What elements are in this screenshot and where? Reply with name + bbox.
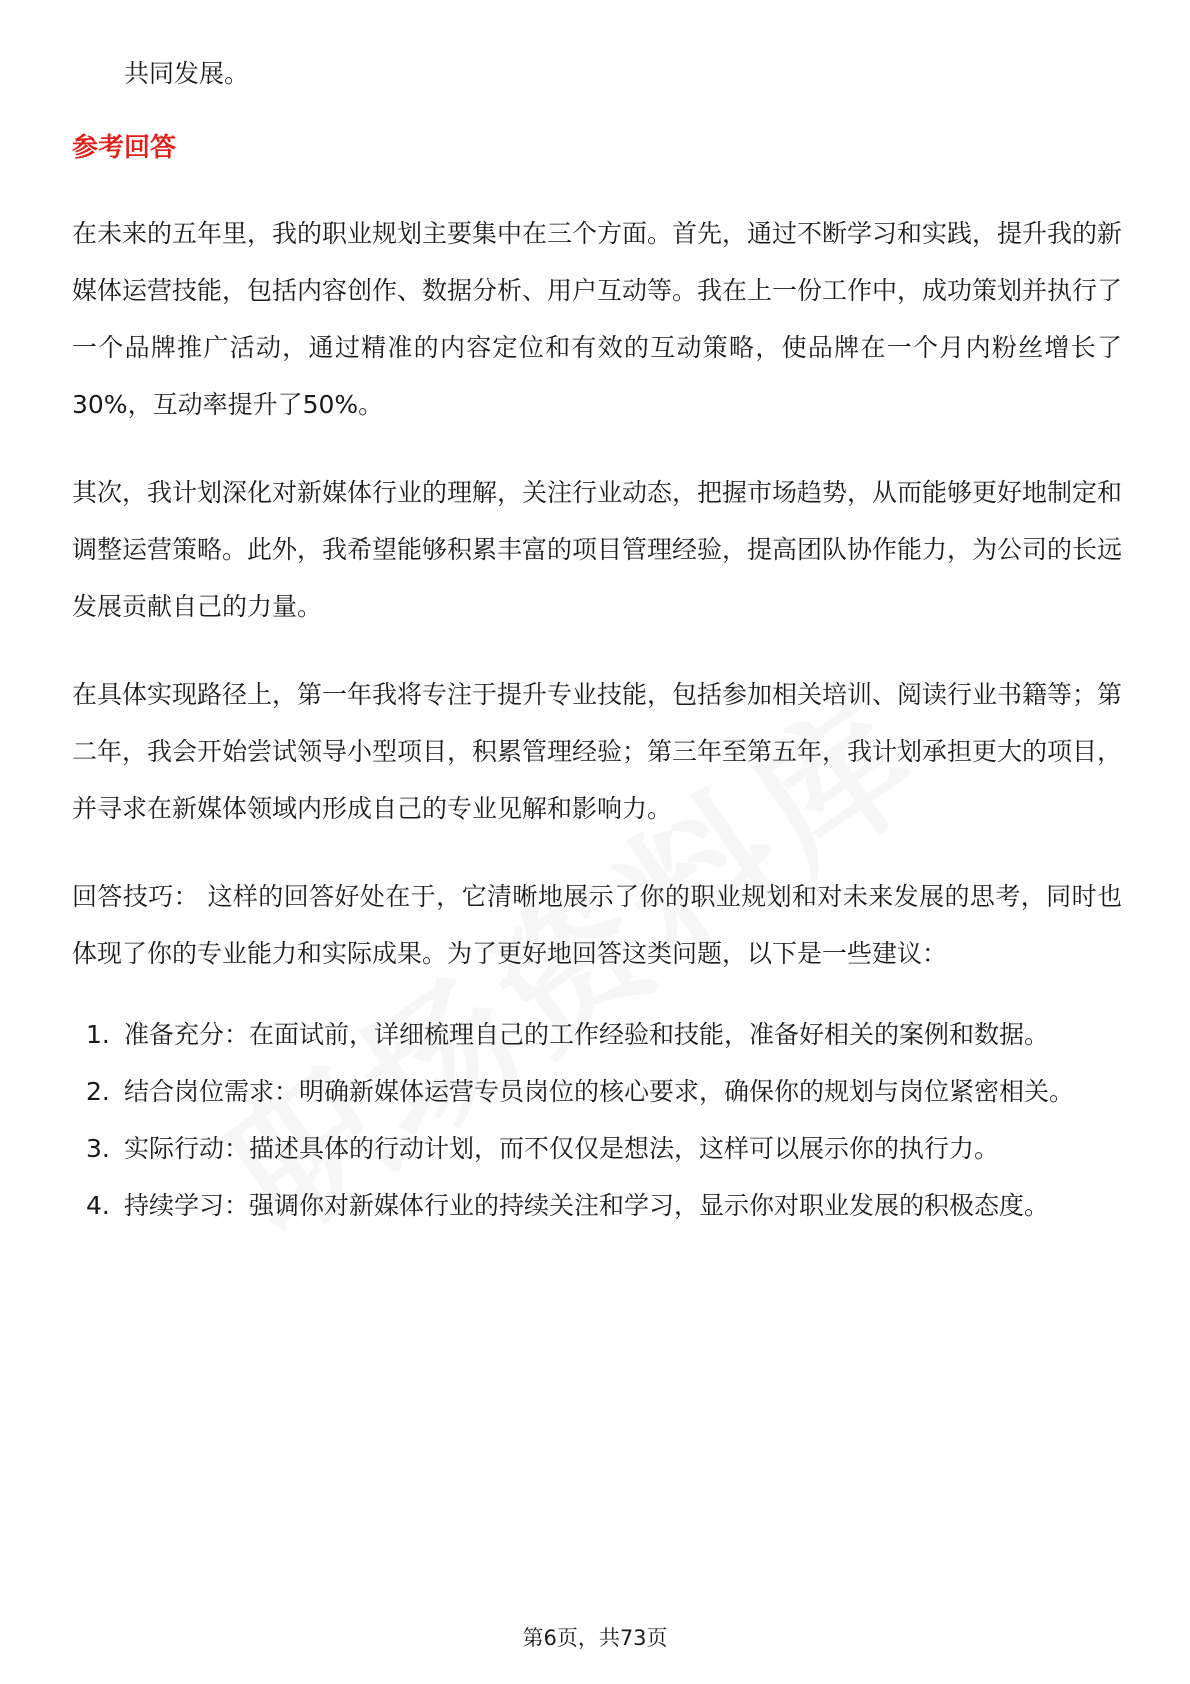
section-title: 参考回答 bbox=[72, 133, 177, 163]
list-item-number: 2. bbox=[86, 1077, 110, 1106]
intro-continuation: 共同发展。 bbox=[124, 59, 250, 88]
answer-paragraph-3: 在具体实现路径上，第一年我将专注于提升专业技能，包括参加相关培训、阅读行业书籍等；第二年，我会开始尝试领导小型项目，积累管理经验；第三年至第五年，我计划承担更大的项目，并寻求在新媒体领域内形成自己的专业见解和影响力。 bbox=[72, 680, 1123, 823]
list-item-number: 1. bbox=[86, 1020, 110, 1049]
list-item bbox=[72, 1006, 1122, 1063]
list-item-text: 实际行动：描述具体的行动计划，而不仅仅是想法，这样可以展示你的执行力。 bbox=[124, 1134, 1000, 1163]
page-number: 第6页，共73页 bbox=[522, 1626, 668, 1650]
list-item-text: 结合岗位需求：明确新媒体运营专员岗位的核心要求，确保你的规划与岗位紧密相关。 bbox=[124, 1077, 1075, 1106]
page-content bbox=[72, 45, 1122, 1234]
list-item bbox=[72, 1063, 1122, 1120]
list-item-number: 3. bbox=[86, 1134, 110, 1163]
answer-paragraph-1: 在未来的五年里，我的职业规划主要集中在三个方面。首先，通过不断学习和实践，提升我的新媒体运营技能，包括内容创作、数据分析、用户互动等。我在上一份工作中，成功策划并执行了一个品牌推广活动，通过精准的内容定位和有效的互动策略，使品牌在一个月内粉丝增长了30%，互动率提升了50%。 bbox=[72, 219, 1123, 419]
tips-list bbox=[72, 1006, 1122, 1234]
tips-intro: 回答技巧： 这样的回答好处在于，它清晰地展示了你的职业规划和对未来发展的思考，同时也体现了你的专业能力和实际成果。为了更好地回答这类问题，以下是一些建议： bbox=[72, 882, 1122, 968]
list-item bbox=[72, 1120, 1122, 1177]
list-item-text: 持续学习：强调你对新媒体行业的持续关注和学习，显示你对职业发展的积极态度。 bbox=[124, 1191, 1050, 1220]
answer-paragraph-2: 其次，我计划深化对新媒体行业的理解，关注行业动态，把握市场趋势，从而能够更好地制定和调整运营策略。此外，我希望能够积累丰富的项目管理经验，提高团队协作能力，为公司的长远发展贡献自己的力量。 bbox=[72, 478, 1123, 621]
list-item-text: 准备充分：在面试前，详细梳理自己的工作经验和技能，准备好相关的案例和数据。 bbox=[124, 1020, 1050, 1049]
list-item-number: 4. bbox=[86, 1191, 110, 1220]
list-item bbox=[72, 1177, 1122, 1234]
